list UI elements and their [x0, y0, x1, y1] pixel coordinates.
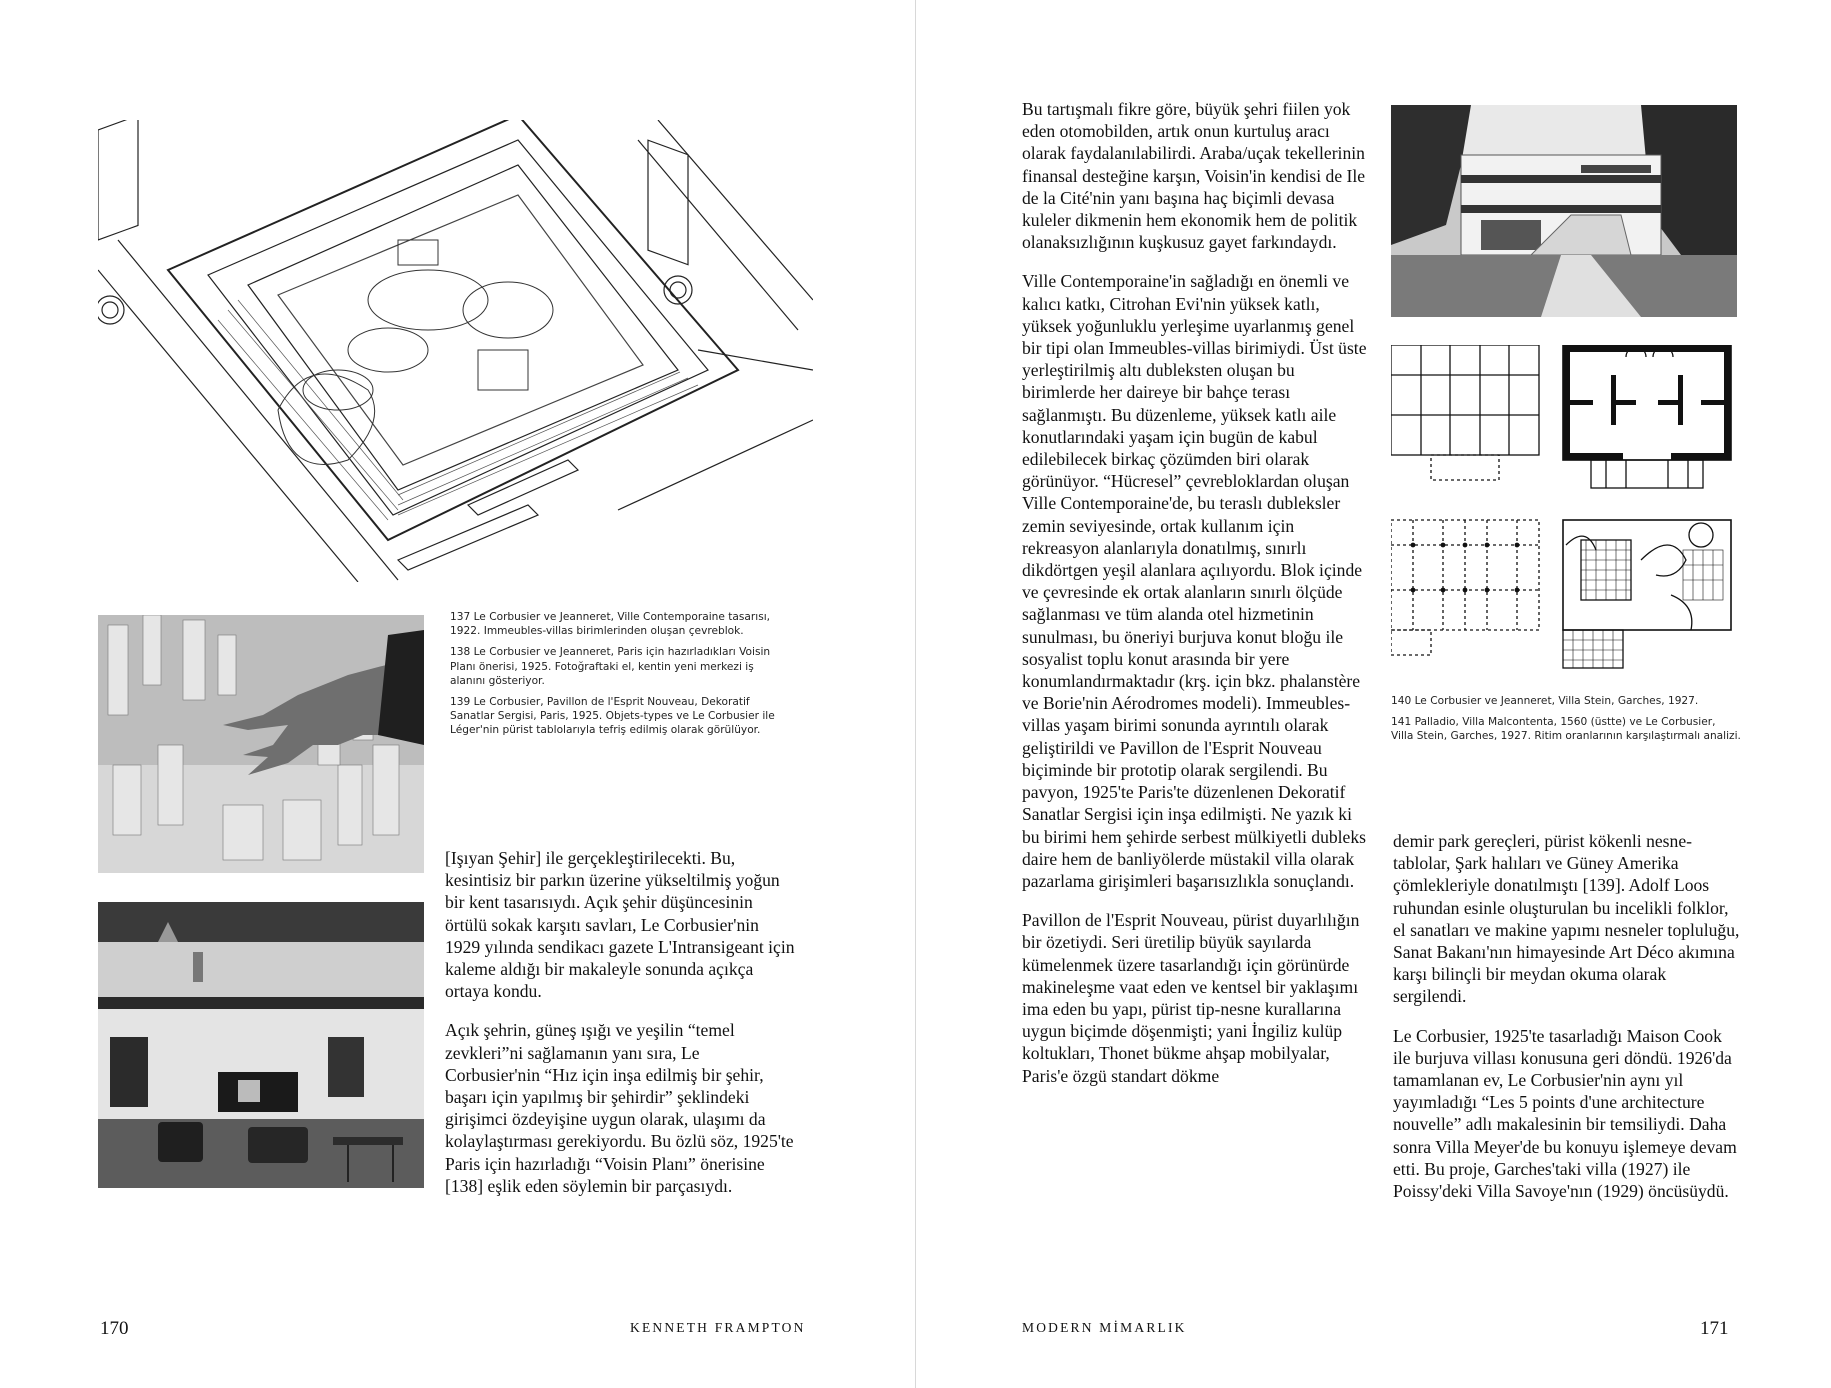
- paragraph: Pavillon de l'Esprit Nouveau, pürist duyarlılığın bir özetiydi. Seri üretilip büyük sayılarda kümelenmek üzere tasarlandığı için görünürde makineleşme vaat eden ve kentsel bir yaklaşımı ima eden bu yapı, pürist tip-nesne kurallarına uygun biçimde döşenmişti; yani İngiliz kulüp koltukları, Thonet bükme ahşap mobilyalar, Paris'e özgü standart dökme: [1022, 910, 1360, 1086]
- right-page: [916, 0, 1831, 1388]
- figure-139-pavilion-interior-photo: [98, 902, 424, 1188]
- paragraph: Açık şehrin, güneş ışığı ve yeşilin “temel zevkleri”ni sağlamanın yanı sıra, Le Corbusier'nin “Hız için inşa edilmiş bir şehir, başarı için yapılmış bir şehirdir” şeklindeki girişimci özdeyişine uygun olarak, ulaşımı da kolaylaştırması gerekiyordu. Bu özlü söz, 1925'te Paris için hazırladığı “Voisin Planı” önerisine [138] eşlik eden söylemin bir parçasıydı.: [445, 1020, 794, 1196]
- paragraph: demir park gereçleri, pürist kökenli nesne-tablolar, Şark halıları ve Güney Amerika çömlekleriyle donatılmıştı [139]. Adolf Loos ruhundan esinle oluşturulan bu incelikli folklor, el sanatları ve makine yapımı nesneler topluluğu, Sanat Bakanı'nın himayesinde Art Déco akımına karşı bilinçli bir meydan okuma olarak sergilendi.: [1393, 831, 1740, 1007]
- caption-137: 137 Le Corbusier ve Jeanneret, Ville Contemporaine tasarısı, 1922. Immeubles-villas birimlerinden oluşan çevreblok.: [450, 611, 771, 638]
- right-page-column-1-text: [1022, 98, 1372, 1104]
- paragraph: Le Corbusier, 1925'te tasarladığı Maison Cook ile burjuva villası konusuna geri döndü. 1926'da tamamlanan ev, Le Corbusier'nin aynı yıl yayımladığı “Les 5 points d'une architecture nouvelle” adlı makalesinin bir temsiliydi. Daha sonra Villa Meyer'de bu konuyu işlemeye devam etti. Bu proje, Garches'taki villa (1927) ile Poissy'deki Villa Savoye'nın (1929) öncüsüydü.: [1393, 1025, 1737, 1202]
- paragraph: [Işıyan Şehir] ile gerçekleştirilecekti. Bu, kesintisiz bir parkın üzerine yükseltilmiş yoğun bir kent tasarısıydı. Açık şehir düşüncesinin örtülü sokak karşıtı savları, Le Corbusier'nin 1929 yılında sendikacı gazete L'Intransigeant için kaleme aldığı bir makaleyle sonunda açıkça ortaya kondu.: [445, 848, 795, 1002]
- caption-138: 138 Le Corbusier ve Jeanneret, Paris için hazırladıkları Voisin Planı önerisi, 1925. Fotoğraftaki el, kentin yeni merkezi iş alanını gösteriyor.: [450, 646, 771, 687]
- figure-138-voisin-model-photo: [98, 615, 424, 873]
- left-page: [0, 0, 915, 1388]
- paragraph: Bu tartışmalı fikre göre, büyük şehri fiilen yok eden otomobilden, artık onun kurtuluş aracı olarak faydalanılabilirdi. Araba/uçak tekellerinin finansal desteğine karşın, Voisin'in kendisi de Ile de la Cité'nin yanı başına haç biçimli devasa kuleler dikmenin hem ekonomik hem de politik olanaksızlığının kuşkusuz gayet farkındaydı.: [1022, 99, 1366, 253]
- figure-141-rhythm-analysis-diagrams: [1391, 345, 1739, 670]
- caption-139: 139 Le Corbusier, Pavillon de l'Esprit Nouveau, Dekoratif Sanatlar Sergisi, Paris, 1925. Objets-types ve Le Corbusier ile Léger'nin pürist tablolarıyla tefriş edilmiş olarak görülüyor.: [450, 696, 775, 737]
- running-head-author: KENNETH FRAMPTON: [630, 1320, 806, 1335]
- page-number-left: 170: [100, 1318, 129, 1339]
- figure-captions-137-139: [450, 610, 788, 745]
- right-page-column-2-text: [1393, 830, 1743, 1219]
- caption-141: 141 Palladio, Villa Malcontenta, 1560 (üstte) ve Le Corbusier, Villa Stein, Garches, 1927. Ritim oranlarının karşılaştırmalı analizi.: [1391, 716, 1741, 743]
- page-number-right: 171: [1700, 1318, 1729, 1339]
- paragraph: Ville Contemporaine'in sağladığı en önemli ve kalıcı katkı, Citrohan Evi'nin yüksek katlı, yüksek yoğunluklu yerleşime uyarlanmış genel bir tipi olan Immeubles-villas birimiydi. Üst üste yerleştirilmiş altı dubleksten oluşan bu birimlerde her daireye bir bahçe terası sağlanmıştı. Bu düzenleme, yüksek katlı aile konutlarındaki yaşam için bugün de kabul edilebilecek birkaç çözümden biri olarak görünüyor. “Hücresel” çevrebloklardan oluşan Ville Contemporaine'de, bu teraslı dubleksler zemin seviyesinde, ortak kullanım için rekreasyon alanlarıyla donatılmış, sınırlı dikdörtgen yeşil alanlara açılıyordu. Blok içinde ve çevresinde ek ortak alanların sınırlı ölçüde sağlanması ve tüm alanda otel hizmetinin sunulması, bu öneriyi burjuva konut bloğu ile sosyalist toplu konut arasında bir yere konumlandırmaktadır (krş. için bkz. phalanstère ve Borie'nin Aérodromes modeli). Immeubles-villas yaşam birimi sonunda ayrıntılı olarak geliştirildi ve Pavillon de l'Esprit Nouveau biçiminde bir prototip olarak sergilendi. Bu pavyon, 1925'te Paris'te düzenlenen Dekoratif Sanatlar Sergisi için inşa edilmişti. Ne yazık ki bu birimi hem şehirde serbest mülkiyetli dubleks daire hem de banliyölerde müstakil villa olarak pazarlama girişimleri başarısızlıkla sonuçlandı.: [1022, 271, 1367, 891]
- caption-140: 140 Le Corbusier ve Jeanneret, Villa Stein, Garches, 1927.: [1391, 695, 1699, 707]
- figure-captions-140-141: [1391, 694, 1741, 751]
- left-page-body-text: [445, 847, 797, 1214]
- running-head-book-title: MODERN MİMARLIK: [1022, 1320, 1187, 1335]
- figure-137-axonometric-drawing: [98, 120, 813, 582]
- figure-140-villa-stein-photo: [1391, 105, 1737, 317]
